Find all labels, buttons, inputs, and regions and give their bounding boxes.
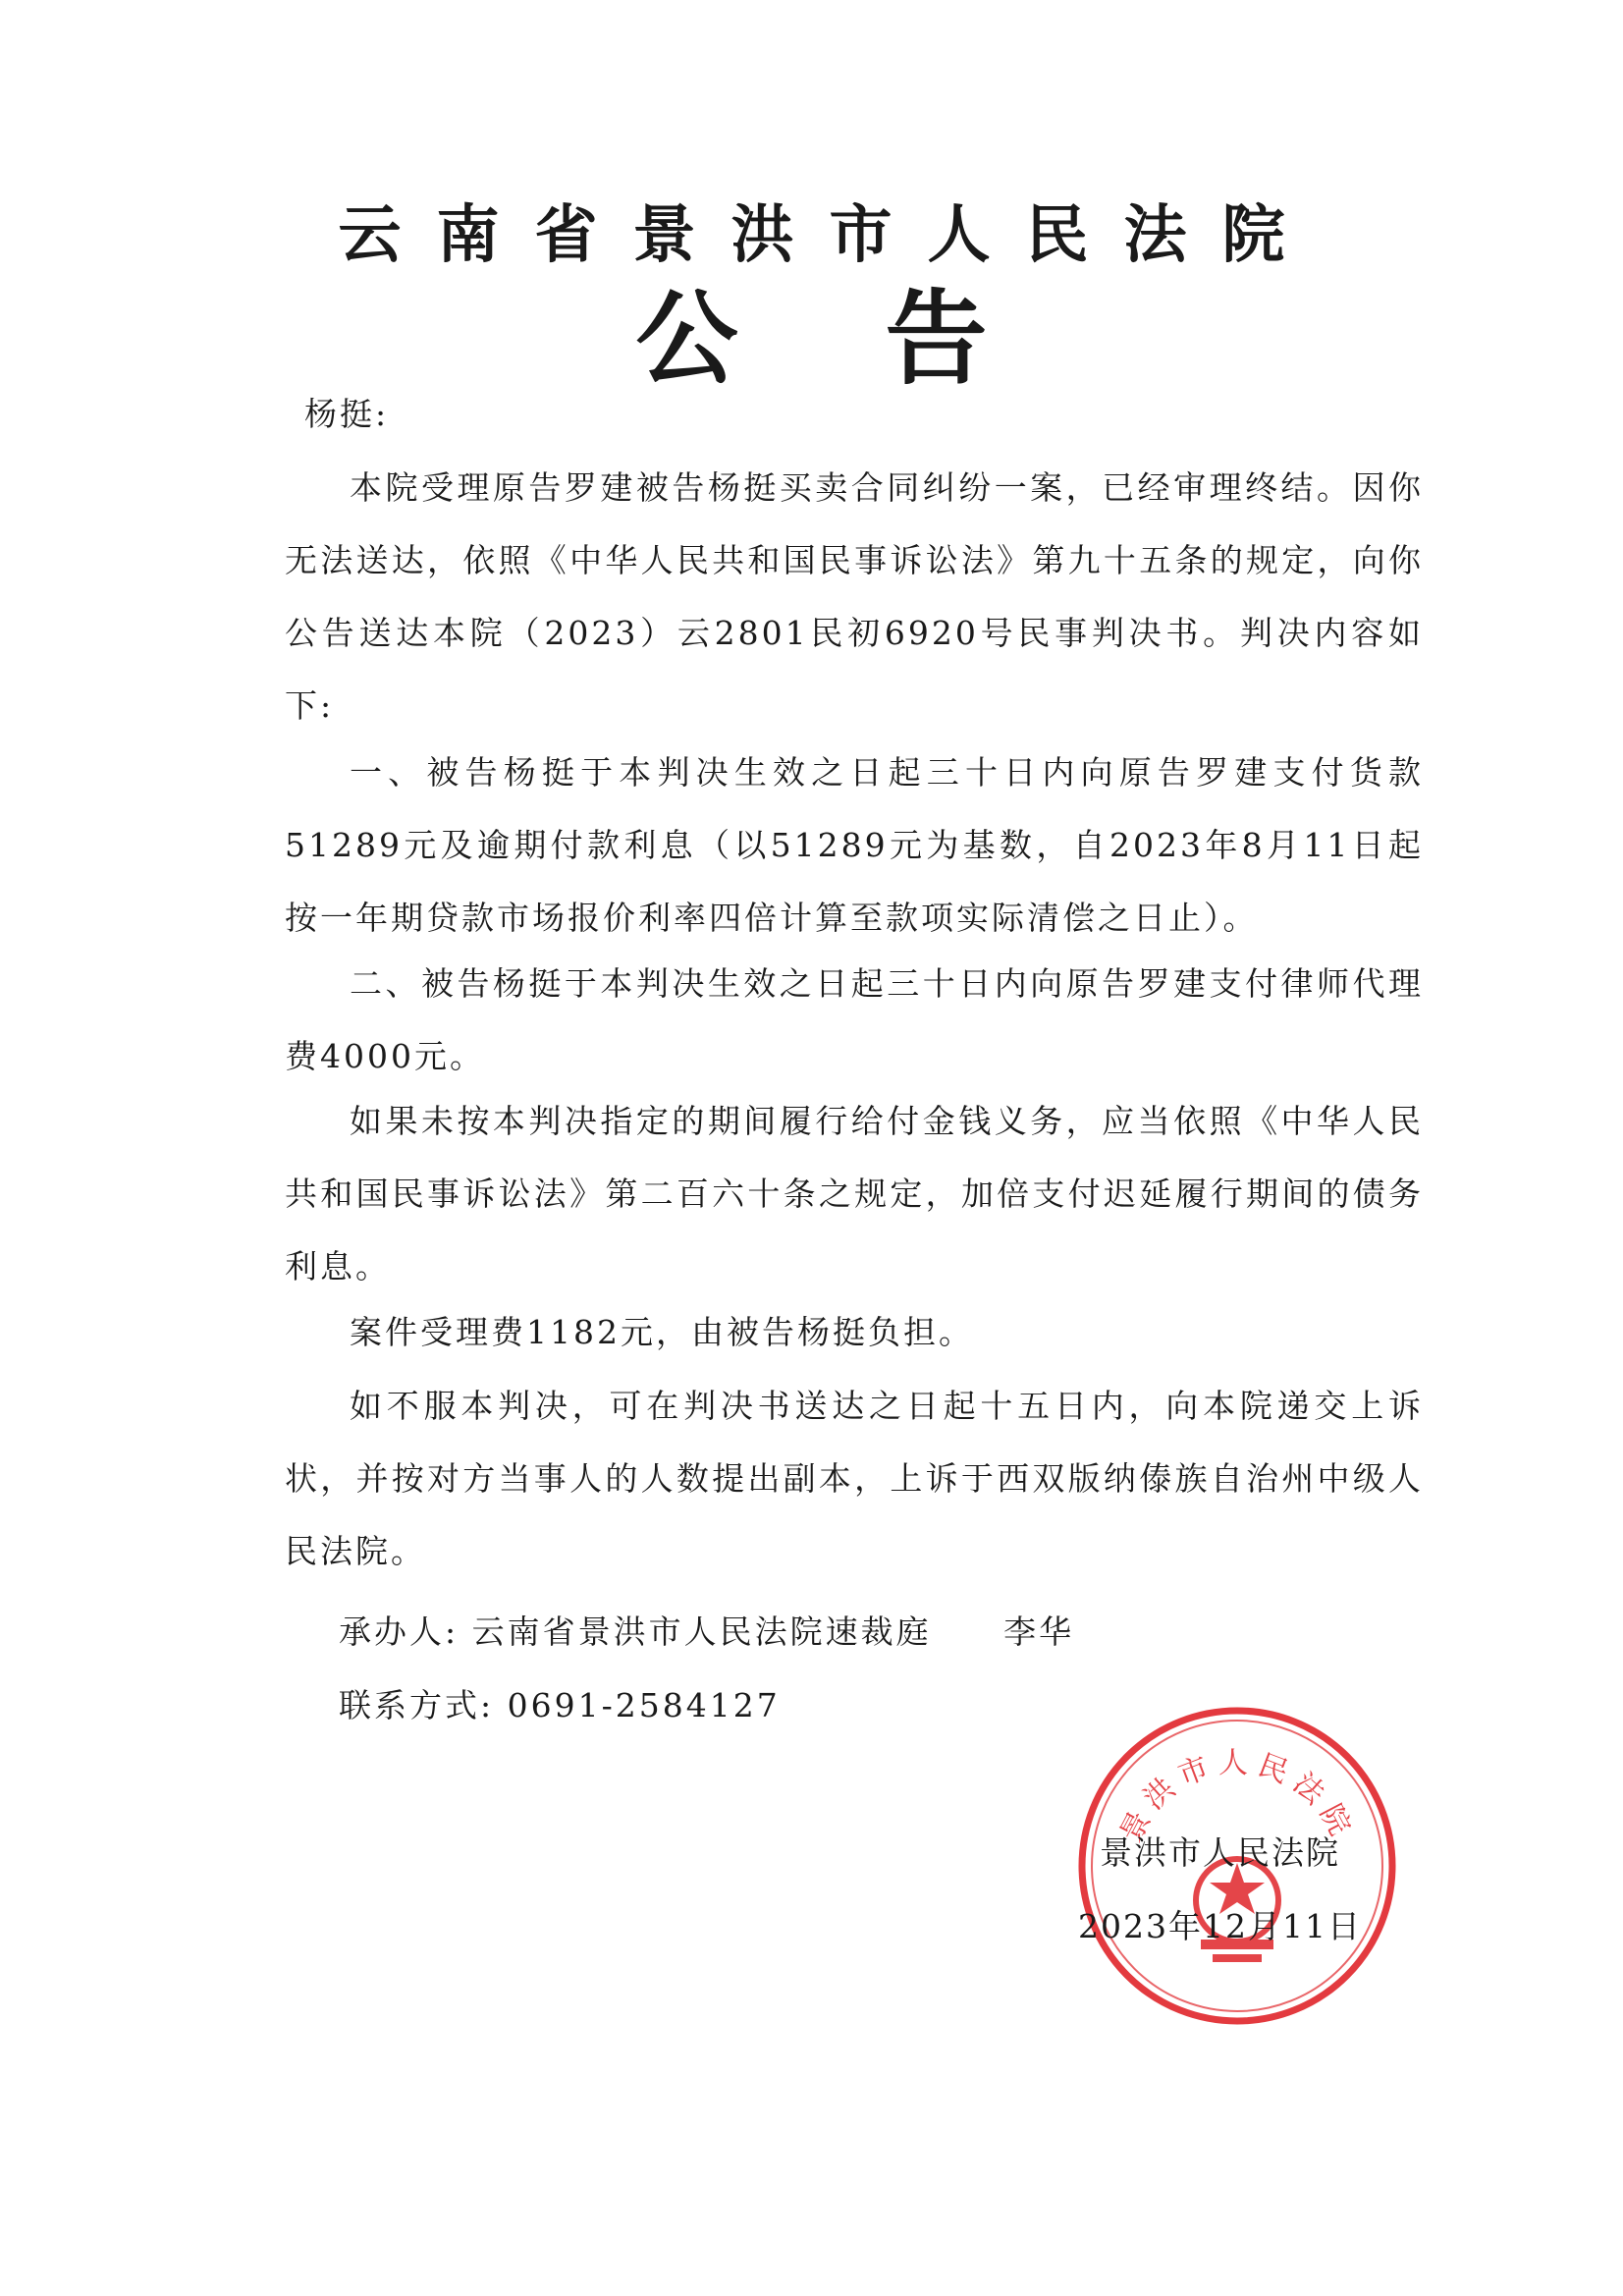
contact-phone: 0691-2584127 <box>507 1686 781 1724</box>
handler-line <box>339 1596 1074 1668</box>
seal-text: 景洪市人民法院 <box>1113 1746 1361 1848</box>
document-type-heading: 公告 <box>635 279 1135 399</box>
paragraph-service-notice: 本院受理原告罗建被告杨挺买卖合同纠纷一案，已经审理终结。因你无法送达，依照《中华人民共和国民事诉讼法》第九十五条的规定，向你公告送达本院（2023）云2801民初6920号民事判决书。判决内容如下: <box>285 468 1424 725</box>
addressee: 杨挺: <box>304 395 390 433</box>
paragraph-case-fee: 案件受理费1182元，由被告杨挺负担。 <box>350 1313 974 1351</box>
court-name-heading: 云南省景洪市人民法院 <box>338 199 1321 272</box>
paragraph-judgment-item-2: 二、被告杨挺于本判决生效之日起三十日内向原告罗建支付律师代理费4000元。 <box>285 964 1424 1075</box>
paragraph-appeal: 如不服本判决，可在判决书送达之日起十五日内，向本院递交上诉状，并按对方当事人的人数提出副本，上诉于西双版纳傣族自治州中级人民法院。 <box>285 1387 1424 1570</box>
handler-name: 李华 <box>1003 1613 1075 1651</box>
signature-court: 景洪市人民法院 <box>1100 1833 1340 1872</box>
contact-line <box>339 1669 781 1742</box>
contact-label: 联系方式: <box>339 1686 495 1724</box>
handler-label: 承办人: <box>339 1613 460 1651</box>
paragraph-late-performance: 如果未按本判决指定的期间履行给付金钱义务，应当依照《中华人民共和国民事诉讼法》第二百六十条之规定，加倍支付迟延履行期间的债务利息。 <box>285 1102 1424 1285</box>
handler-dept: 云南省景洪市人民法院速裁庭 <box>471 1613 932 1651</box>
paragraph-judgment-item-1: 一、被告杨挺于本判决生效之日起三十日内向原告罗建支付货款51289元及逾期付款利息（以51289元为基数，自2023年8月11日起按一年期贷款市场报价利率四倍计算至款项实际清偿之日止）。 <box>285 753 1424 937</box>
signature-date: 2023年12月11日 <box>1078 1907 1362 1945</box>
